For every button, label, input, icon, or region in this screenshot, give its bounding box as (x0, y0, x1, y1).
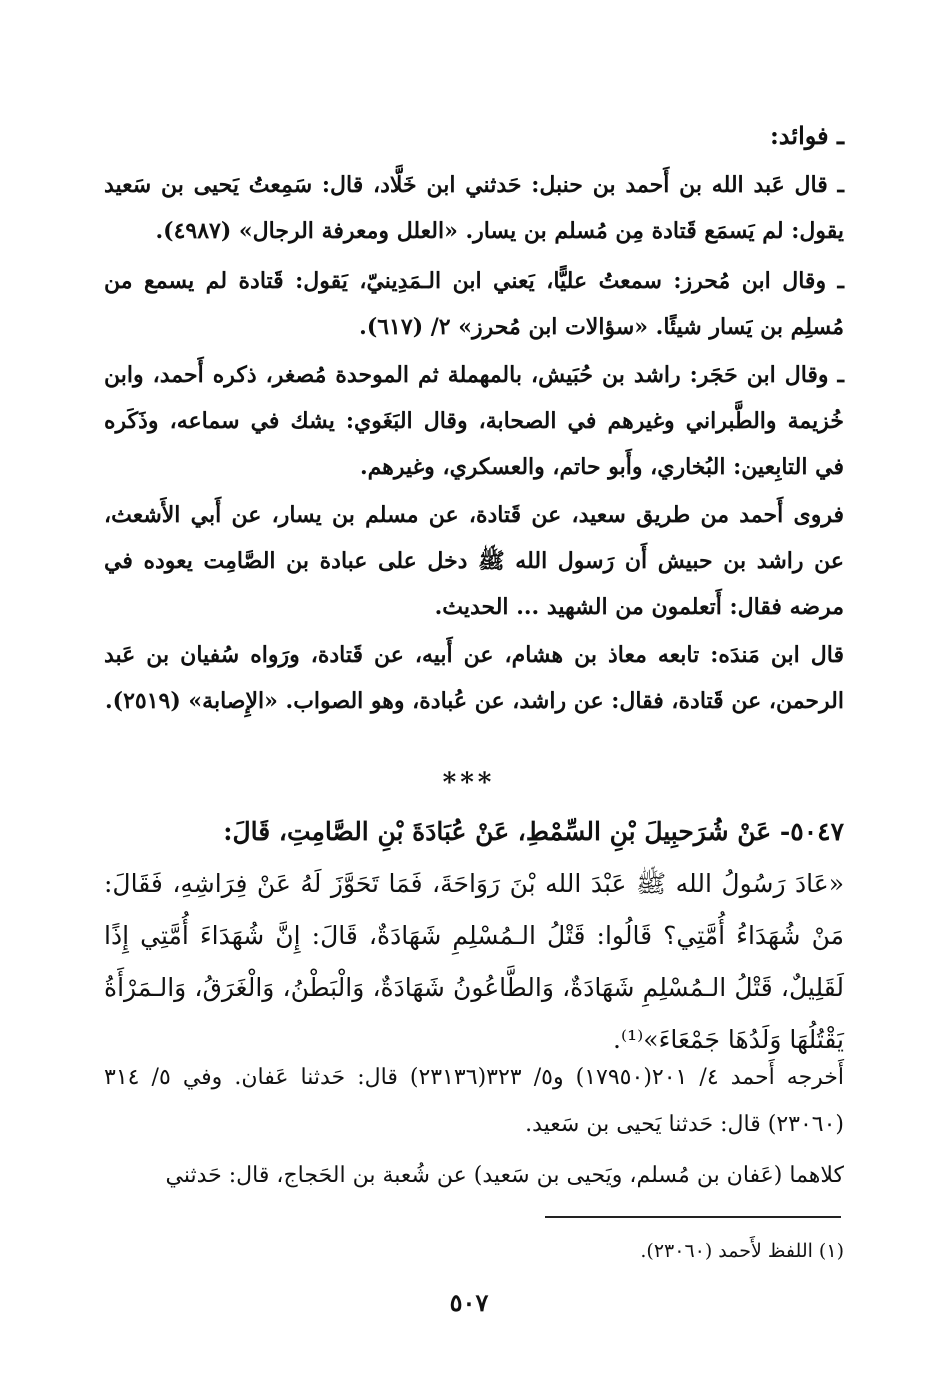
benefit-paragraph: ـ وقال ابن حَجَر: راشد بن حُبَيش، بالمهملة ثم الموحدة مُصغر، ذكره أَحمد، وابن خُزيمة والطَّبراني وغيرهم في الصحابة، وقال البَغَوي: يشك في سماعه، وذَكَره في التابِعين: البُخاري، وأَبو حاتم، والعسكري، وغيرهم. (104, 362, 844, 480)
section-heading: ـ فوائد: (769, 121, 844, 150)
page-number: ٥٠٧ (449, 1288, 489, 1317)
footnote: (١) اللفظ لأَحمد (٢٣٠٦٠). (640, 1240, 844, 1262)
footnote-divider (545, 1216, 841, 1218)
benefit-paragraph: قال ابن مَندَه: تابعه معاذ بن هشام، عن أَبيه، عن قَتادة، ورَواه سُفيان بن عَبد الرحمن، عن قَتادة، فقال: عن راشد، عن عُبادة، وهو الصواب. «الإِصابة» (٢٥١٩). (104, 642, 844, 714)
benefit-paragraph: فروى أَحمد من طريق سعيد، عن قَتادة، عن مسلم بن يسار، عن أَبي الأَشعث، عن راشد بن حبيش أَن رَسول الله ﷺ دخل على عبادة بن الصَّامِت يعوده في مرضه فقال: أَتعلمون من الشهيد ... الحديث. (104, 502, 844, 620)
takhrij-paragraph: أَخرجه أَحمد ٤/ ٢٠١(١٧٩٥٠) و٥/ ٣٢٣(٢٣١٣٦) قال: حَدثنا عَفان. وفي ٥/ ٣١٤ (٢٣٠٦٠) قال: حَدثنا يَحيى بن سَعيد. (104, 1065, 845, 1137)
benefit-paragraph: ـ وقال ابن مُحرز: سمعتُ عليًّا، يَعني ابن الـمَدِينيّ، يَقول: قَتادة لم يسمع من مُسلِم بن يَسار شيئًا. «سؤالات ابن مُحرز» ٢/ (٦١٧). (104, 268, 844, 340)
hadith-header: ٥٠٤٧- عَنْ شُرَحبِيلَ بْنِ السِّمْطِ، عَنْ عُبَادَةَ بْنِ الصَّامِتِ، قَالَ: (223, 817, 844, 846)
takhrij-paragraph: كلاهما (عَفان بن مُسلم، ويَحيى بن سَعيد) عن شُعبة بن الحَجاج، قال: حَدثني (165, 1163, 844, 1188)
section-separator: *** (442, 768, 496, 798)
benefit-paragraph: ـ قال عَبد الله بن أَحمد بن حنبل: حَدثني ابن خَلَّاد، قال: سَمِعتُ يَحيى بن سَعيد يقول: لم يَسمَع قَتادة مِن مُسلم بن يسار. «العلل ومعرفة الرجال» (٤٩٨٧). (104, 172, 844, 244)
hadith-text: «عَادَ رَسُولُ الله ﷺ عَبْدَ الله بْنَ رَوَاحَةَ، فَمَا تَحَوَّزَ لَهُ عَنْ فِرَاشِهِ، فَقَالَ: مَنْ شُهَدَاءُ أُمَّتِي؟ قَالُوا: قَتْلُ الـمُسْلِمِ شَهَادَةٌ، قَالَ: إِنَّ شُهَدَاءَ أُمَّتِي إِذًا لَقَلِيلٌ، قَتْلُ الـمُسْلِمِ شَهَادَةٌ، وَالطَّاعُونُ شَهَادَةٌ، وَالْبَطْنُ، وَالْغَرَقُ، وَالـمَرْأَةُ يَقْتُلُهَا وَلَدُهَا جَمْعَاءَ»⁽¹⁾. (104, 869, 844, 1054)
